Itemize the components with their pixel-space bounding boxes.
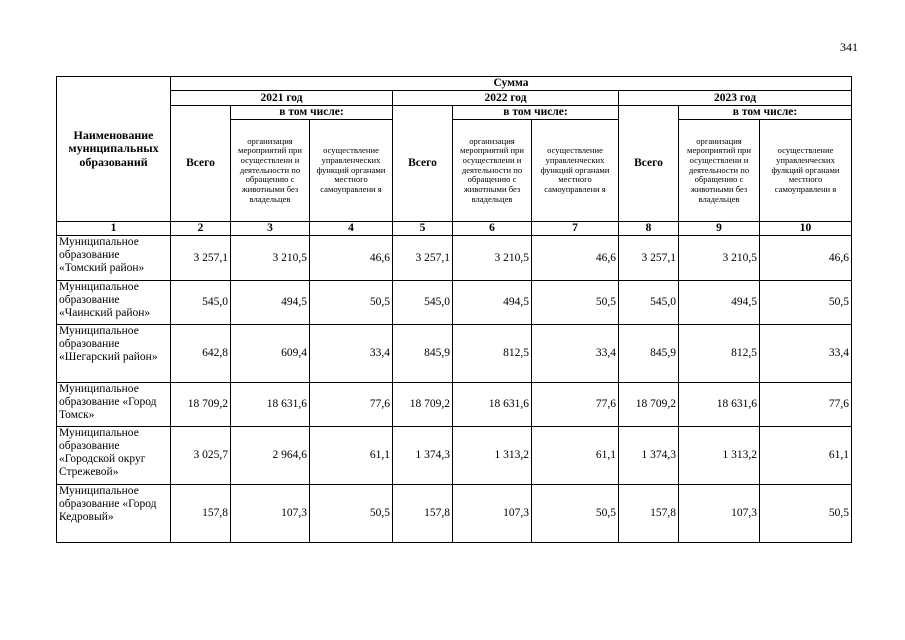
row-name: Муниципальное образование «Чаинский район» [57,281,171,325]
header-sub1-2023: организация мероприятий при осуществлени и деятельности по обращению с животными без владельцев [679,120,760,222]
row-value: 157,8 [619,485,679,543]
col-number: 10 [760,222,852,236]
col-number: 6 [453,222,532,236]
row-value: 609,4 [231,325,310,383]
row-value: 61,1 [760,427,852,485]
header-incl-2023: в том числе: [679,106,852,120]
header-year-2022: 2022 год [393,91,619,106]
row-value: 3 257,1 [393,236,453,281]
row-value: 18 631,6 [679,383,760,427]
col-number: 7 [532,222,619,236]
col-number: 5 [393,222,453,236]
header-name: Наименование муниципальных образований [57,77,171,222]
header-incl-2022: в том числе: [453,106,619,120]
row-value: 50,5 [532,485,619,543]
row-value: 33,4 [532,325,619,383]
row-name: Муниципальное образование «Городской округ Стрежевой» [57,427,171,485]
row-value: 545,0 [393,281,453,325]
row-value: 18 631,6 [231,383,310,427]
row-value: 494,5 [231,281,310,325]
table-row [57,383,852,427]
row-value: 107,3 [679,485,760,543]
col-number: 1 [57,222,171,236]
row-value: 77,6 [532,383,619,427]
row-value: 1 374,3 [619,427,679,485]
row-value: 18 709,2 [619,383,679,427]
page-number: 341 [840,40,858,54]
row-value: 33,4 [310,325,393,383]
table-row [57,281,852,325]
col-number: 4 [310,222,393,236]
row-value: 46,6 [532,236,619,281]
table-row [57,485,852,543]
row-value: 157,8 [171,485,231,543]
col-number: 2 [171,222,231,236]
row-value: 46,6 [310,236,393,281]
row-value: 33,4 [760,325,852,383]
row-value: 77,6 [310,383,393,427]
table-row [57,325,852,383]
row-value: 3 210,5 [231,236,310,281]
row-value: 50,5 [760,485,852,543]
row-value: 3 210,5 [679,236,760,281]
row-value: 2 964,6 [231,427,310,485]
row-value: 61,1 [310,427,393,485]
row-value: 50,5 [310,485,393,543]
row-value: 1 313,2 [679,427,760,485]
header-sub1-2021: организация мероприятий при осуществлени и деятельности по обращению с животными без владельцев [231,120,310,222]
row-value: 545,0 [619,281,679,325]
budget-table [56,76,852,543]
row-name: Муниципальное образование «Шегарский район» [57,325,171,383]
header-total-2021: Всего [171,106,231,222]
header-sum: Сумма [171,77,852,91]
row-name: Муниципальное образование «Город Томск» [57,383,171,427]
table-row [57,236,852,281]
row-value: 642,8 [171,325,231,383]
row-value: 18 709,2 [393,383,453,427]
row-value: 50,5 [310,281,393,325]
row-value: 3 257,1 [171,236,231,281]
row-value: 812,5 [679,325,760,383]
row-value: 77,6 [760,383,852,427]
row-value: 845,9 [619,325,679,383]
row-value: 61,1 [532,427,619,485]
row-value: 494,5 [679,281,760,325]
header-total-2023: Всего [619,106,679,222]
header-sub1-2022: организация мероприятий при осуществлени и деятельности по обращению с животными без владельцев [453,120,532,222]
col-number: 9 [679,222,760,236]
row-value: 1 374,3 [393,427,453,485]
row-value: 50,5 [760,281,852,325]
row-name: Муниципальное образование «Томский район» [57,236,171,281]
col-number: 3 [231,222,310,236]
row-value: 845,9 [393,325,453,383]
table-body [57,236,852,543]
row-value: 107,3 [231,485,310,543]
row-value: 812,5 [453,325,532,383]
header-sub2-2021: осуществление управленческих функций органами местного самоуправлени я [310,120,393,222]
row-value: 157,8 [393,485,453,543]
header-year-2021: 2021 год [171,91,393,106]
col-number: 8 [619,222,679,236]
table-row [57,427,852,485]
row-value: 46,6 [760,236,852,281]
row-value: 3 025,7 [171,427,231,485]
row-value: 494,5 [453,281,532,325]
header-incl-2021: в том числе: [231,106,393,120]
header-sub2-2022: осуществление управленческих функций органами местного самоуправлени я [532,120,619,222]
row-value: 18 709,2 [171,383,231,427]
row-value: 18 631,6 [453,383,532,427]
row-value: 50,5 [532,281,619,325]
row-value: 3 210,5 [453,236,532,281]
row-value: 1 313,2 [453,427,532,485]
row-value: 545,0 [171,281,231,325]
header-total-2022: Всего [393,106,453,222]
row-name: Муниципальное образование «Город Кедровый» [57,485,171,543]
header-year-2023: 2023 год [619,91,852,106]
header-sub2-2023: осуществление управленческих фулкций органами местного самоуправлени я [760,120,852,222]
row-value: 3 257,1 [619,236,679,281]
row-value: 107,3 [453,485,532,543]
